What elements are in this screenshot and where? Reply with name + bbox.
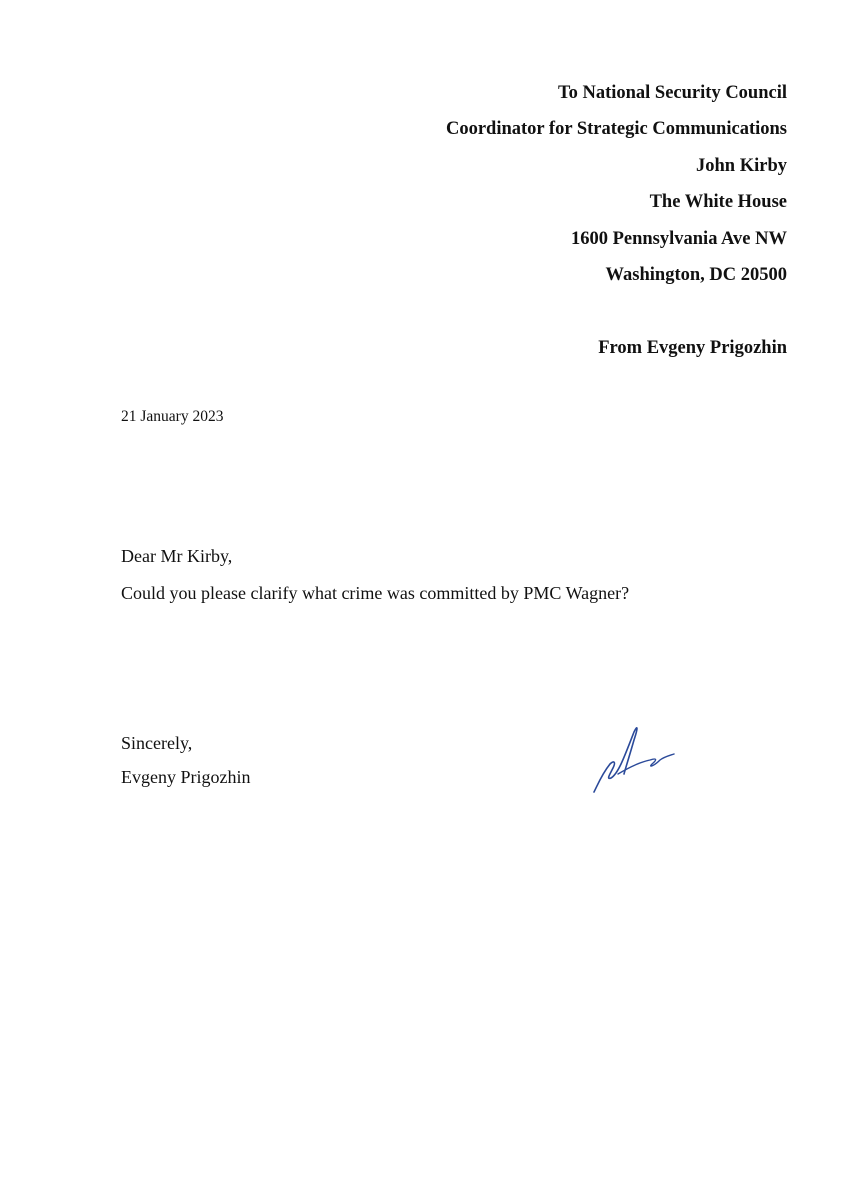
handwritten-signature [588,718,678,798]
signature-stroke-1 [594,728,637,792]
recipient-line-6: Washington, DC 20500 [605,265,787,285]
sender-line: From Evgeny Prigozhin [598,338,787,358]
recipient-line-5: 1600 Pennsylvania Ave NW [570,229,787,249]
body-text: Could you please clarify what crime was committed by PMC Wagner? [121,583,630,603]
recipient-line-4: The White House [649,192,787,212]
letter-date: 21 January 2023 [121,408,224,425]
recipient-line-3: John Kirby [696,156,787,176]
recipient-line-1: To National Security Council [557,83,787,103]
recipient-line-2: Coordinator for Strategic Communications [445,119,787,139]
signatory-name: Evgeny Prigozhin [121,767,251,787]
salutation: Dear Mr Kirby, [121,546,233,566]
valediction: Sincerely, [121,733,193,753]
